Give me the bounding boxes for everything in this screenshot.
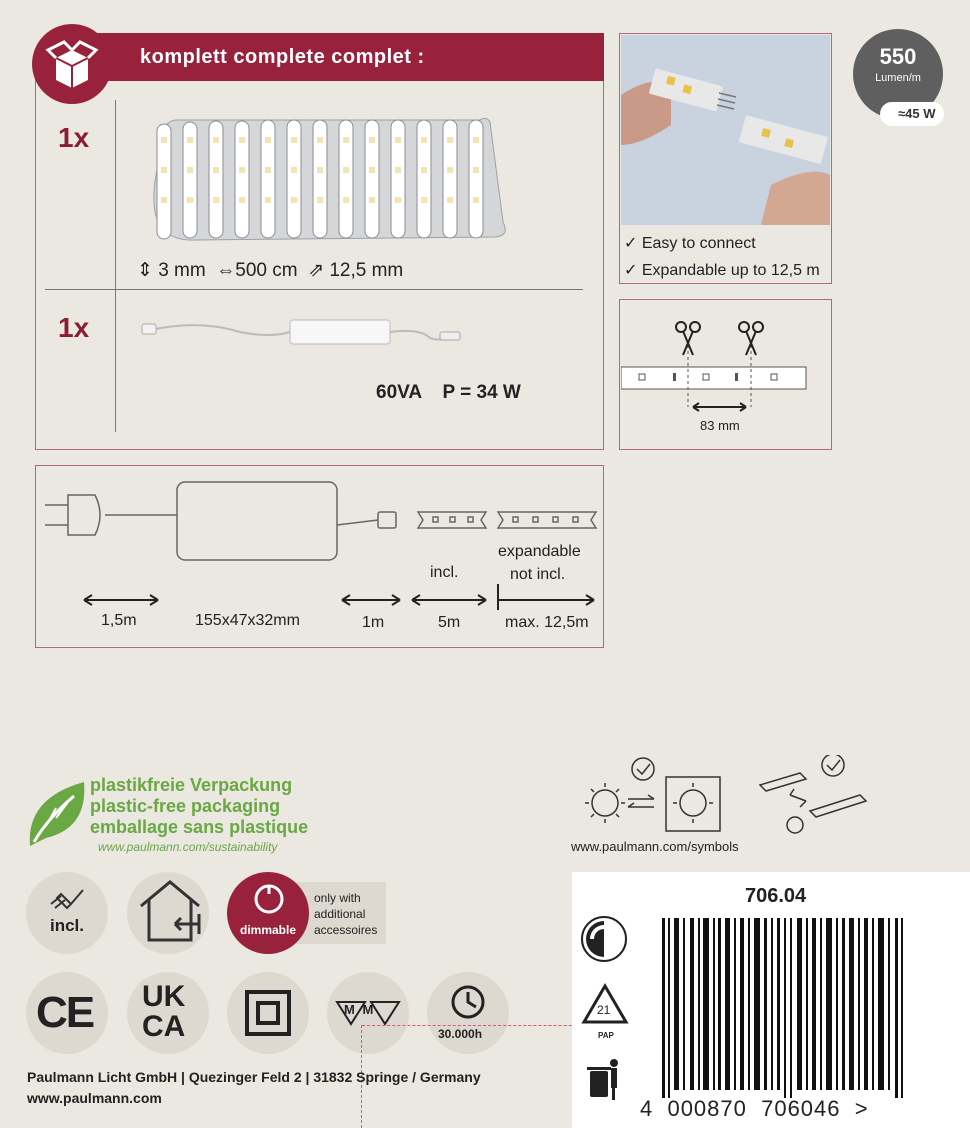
waste-bin-icon — [582, 1055, 626, 1103]
plug-cable-length: 1,5m — [101, 612, 137, 629]
clock-icon — [448, 982, 488, 1022]
indoor-house-icon — [135, 876, 205, 946]
height-arrow-icon: ⇕ — [137, 260, 153, 281]
article-number: 706.04 — [745, 885, 807, 907]
package-icon — [32, 24, 112, 104]
green-dot-icon — [580, 915, 628, 963]
connector-photo — [621, 35, 830, 225]
scissors-icon — [676, 322, 763, 355]
dimmable-label: dimmable — [239, 923, 296, 937]
not-incl-label: not incl. — [510, 566, 566, 583]
company-web[interactable]: www.paulmann.com — [27, 1090, 162, 1106]
contents-header: komplett complete complet : — [140, 46, 425, 68]
feature-easy-connect: ✓ Easy to connect — [624, 235, 756, 252]
dimmable-note: only with additional accessoires — [314, 891, 378, 937]
double-insulation-icon — [244, 989, 292, 1037]
eco-line-de: plastikfreie Verpackung — [90, 775, 293, 795]
driver-spec: 60VA P = 34 W — [376, 382, 521, 403]
cut-diagram — [621, 315, 830, 415]
driver-quantity: 1x — [58, 312, 90, 343]
dimension-max: 12,5 mm — [329, 260, 404, 281]
watt-value: ≈45 W — [898, 106, 936, 121]
eco-line-en: plastic-free packaging — [90, 796, 281, 816]
feature-expandable: ✓ Expandable up to 12,5 m — [624, 262, 820, 279]
lumen-unit: Lumen/m — [875, 72, 921, 84]
system-diagram-drawing — [40, 470, 600, 610]
eco-line-fr: emballage sans plastique — [90, 817, 309, 837]
recycle-material: PAP — [598, 1031, 614, 1040]
ukca-mark-bottom: CA — [142, 1010, 186, 1043]
dimension-height-row — [137, 259, 403, 282]
length-arrow-icon: ⇔ — [216, 260, 236, 281]
incl-length: 5m — [438, 614, 461, 631]
cut-distance: 83 mm — [700, 418, 740, 433]
lifetime-hours: 30.000h — [438, 1027, 483, 1041]
company-address: Paulmann Licht GmbH | Quezinger Feld 2 | 31832 Springe / Germany — [27, 1069, 481, 1085]
lumen-value: 550 — [879, 44, 917, 69]
barcode-digits: 4 000870 706046 > — [640, 1096, 869, 1121]
divider-vertical — [115, 100, 116, 432]
divider-horizontal — [45, 289, 583, 290]
expandable-label: expandable — [498, 543, 581, 560]
led-strip-coil-image — [135, 112, 510, 247]
plug-icon — [47, 884, 87, 914]
symbols-url[interactable]: www.paulmann.com/symbols — [571, 839, 739, 854]
ukca-mark-top: UK — [142, 980, 186, 1013]
led-strip-quantity: 1x — [58, 122, 90, 153]
dimmer-knob-icon — [252, 882, 286, 916]
incl-label: incl. — [430, 564, 459, 581]
ce-mark: CE — [36, 988, 94, 1037]
max-length: max. 12,5m — [505, 614, 589, 631]
brightness-symbols — [570, 755, 900, 835]
recycle-code: 21 — [597, 1003, 611, 1017]
leaf-icon — [26, 778, 88, 850]
dimension-height: 3 mm — [158, 260, 206, 281]
cable-length: 1m — [362, 614, 385, 631]
incl-text: incl. — [50, 916, 85, 935]
dimension-length: 500 cm — [235, 260, 298, 281]
mm-text: M M — [344, 1002, 376, 1017]
driver-image — [140, 310, 490, 350]
driver-size: 155x47x32mm — [195, 612, 300, 629]
eco-url[interactable]: www.paulmann.com/sustainability — [98, 840, 278, 854]
diagonal-arrow-icon: ⇗ — [308, 260, 325, 281]
